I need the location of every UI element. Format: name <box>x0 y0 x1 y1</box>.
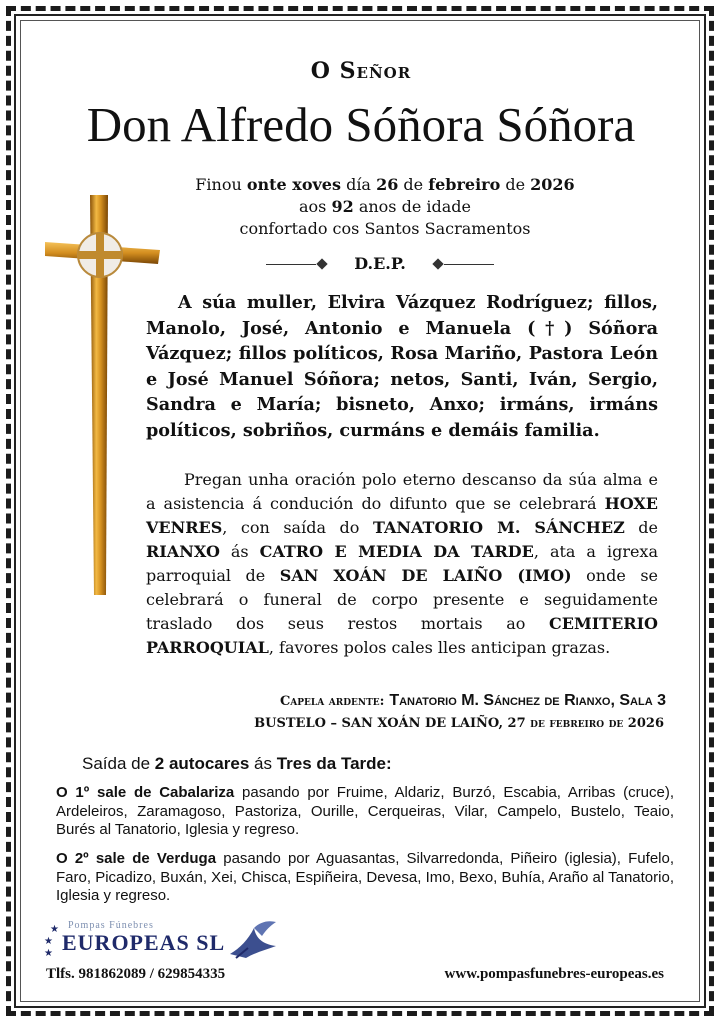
family-list: A súa muller, Elvira Vázquez Rodríguez; fillos, Manolo, José, Antonio e Manuela (†) Sóñora Vázquez; fillos políticos, Rosa Mariño, Pastora León e José Manuel Sóñora; netos, Santi, Iván, Sergio, Sandra e María; bisneto, Anxo; irmáns, irmáns políticos, sobriños, curmáns e demáis familia. <box>146 292 658 441</box>
logo-title: EUROPEAS SL <box>62 930 226 955</box>
chapel-info: Capela ardente: Tanatorio M. Sánchez de Rianxo, Sala 3 <box>279 692 666 709</box>
star-icon: ★ <box>50 924 59 935</box>
death-announcement <box>150 174 620 240</box>
sacraments-line: confortado cos Santos Sacramentos <box>239 219 531 238</box>
prayer-paragraph: Pregan unha oración polo eterno descanso da súa alma e a asistencia á condución do difunto que se celebrará HOXE VENRES, con saída do TANATORIO M. SÁNCHEZ de RIANXO ás CATRO E MEDIA DA TARDE, ata a igrexa parroquial de SAN XOÁN DE LAIÑO (IMO) onde se celebrará o funeral de corpo presente e seguidamente traslado dos seus restos mortais ao CEMITERIO PARROQUIAL, favores polos cales lles anticipan grazas. <box>146 470 658 657</box>
star-icon: ★ <box>44 936 53 947</box>
age-line: aos 92 anos de idade <box>299 197 471 216</box>
star-icon: ★ <box>44 948 53 959</box>
contact-phones: Tlfs. 981862089 / 629854335 <box>46 966 226 982</box>
deceased-prefix: O Señor <box>310 58 412 84</box>
dep-text: D.E.P. <box>354 254 406 273</box>
dove-icon <box>226 918 282 962</box>
logo-subtitle: Pompas Fúnebres <box>68 920 154 931</box>
place-date: BUSTELO – SAN XOÁN DE LAIÑO, 27 de febreiro de 2026 <box>254 716 664 731</box>
bus-route-2: O 2º sale de Verduga pasando por Aguasantas, Silvarredonda, Piñeiro (iglesia), Fufelo, Faro, Picadizo, Buxán, Xei, Chisca, Espiñeira, Devesa, Imo, Bexo, Buhía, Araño al Tanatorio, Iglesia y regreso. <box>56 850 674 904</box>
dep-divider <box>260 254 500 276</box>
bus-route-1: O 1º sale de Cabalariza pasando por Fruime, Aldariz, Burzó, Escabia, Arribas (cruce), Ardeleiros, Zaramagoso, Pastoriza, Ourille, Cerqueiras, Vilar, Campelo, Bustelo, Teaio, Burés al Tanatorio, Iglesia y regreso. <box>56 784 674 838</box>
death-date-line: Finou onte xoves día 26 de febreiro de 2026 <box>195 175 575 194</box>
bus-heading: Saída de 2 autocares ás Tres da Tarde: <box>82 754 392 773</box>
website-link[interactable]: www.pompasfunebres-europeas.es <box>444 966 664 982</box>
company-logo <box>40 918 290 966</box>
deceased-name: Don Alfredo Sóñora Sóñora <box>86 97 636 152</box>
